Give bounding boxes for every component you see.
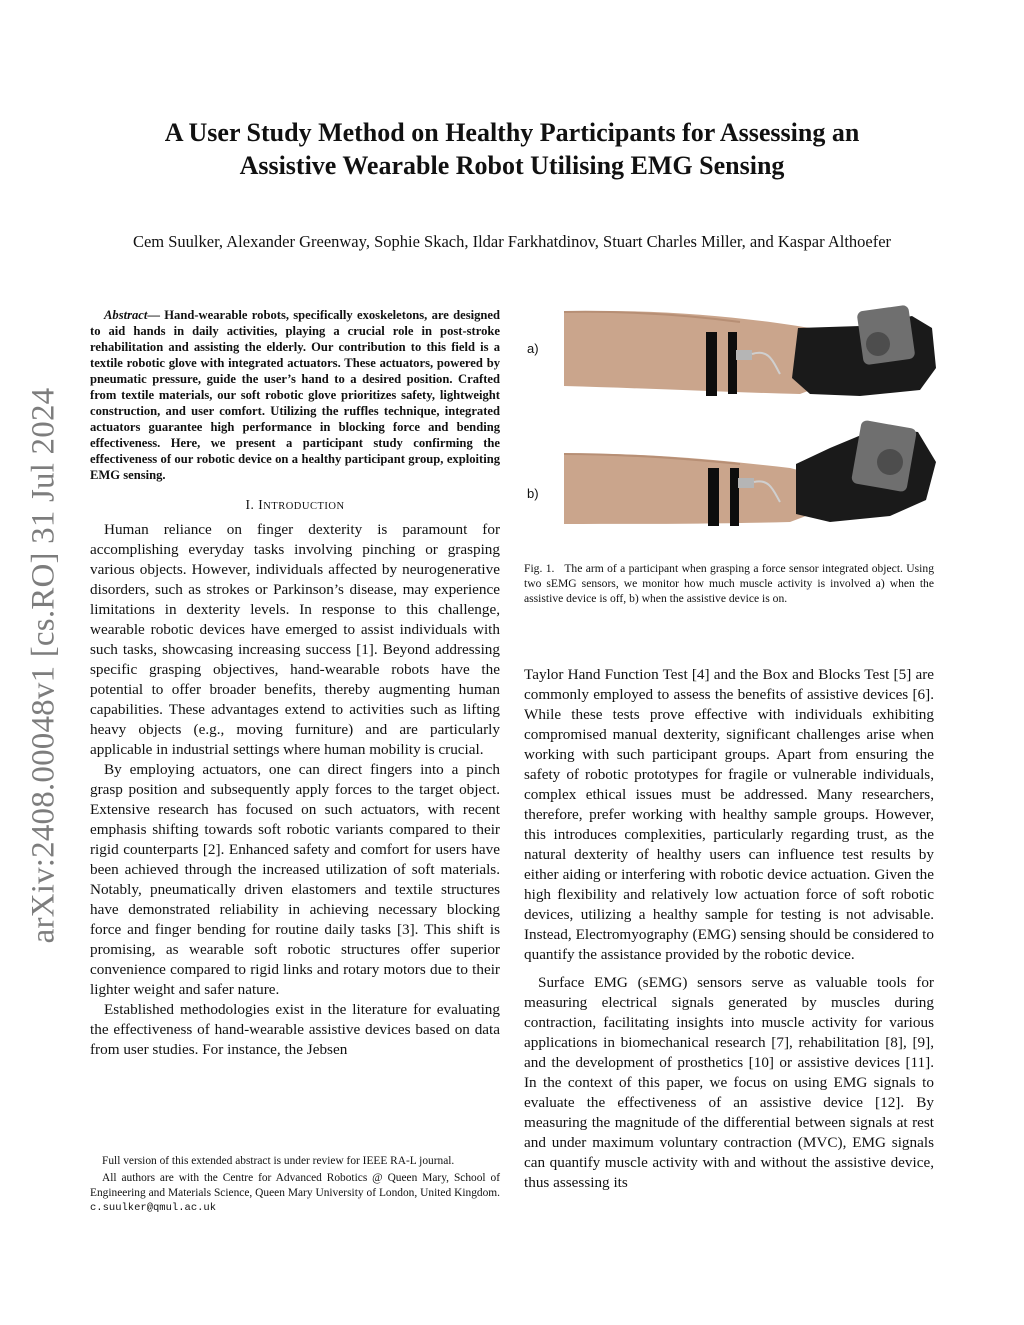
section-title-rest: NTRODUCTION: [263, 501, 345, 512]
strap-a2: [728, 332, 737, 394]
paper-title-line-1: A User Study Method on Healthy Participants for Assessing an: [164, 118, 860, 147]
paper-title-line-2: Assistive Wearable Robot Utilising EMG Sensing: [239, 151, 785, 180]
figure-photo-b: [560, 418, 940, 530]
right-column: [524, 665, 934, 1193]
arxiv-identifier-text: arXiv:2408.00048v1 [cs.RO] 31 Jul 2024: [25, 387, 62, 943]
intro-paragraph-3: Established methodologies exist in the literature for evaluating the effectiveness of hand-wearable assistive devices based on data from user studies. For instance, the Jebsen: [90, 1001, 500, 1058]
arm-b: [564, 454, 822, 524]
strap-a1: [706, 332, 717, 396]
figure-caption-label: Fig. 1.: [524, 562, 555, 575]
footnote-affiliation-text: All authors are with the Centre for Advanced Robotics @ Queen Mary, School of Engineering and Materials Science, Queen Mary University of London, United Kingdom.: [90, 1172, 500, 1199]
section-number: I.: [245, 497, 255, 512]
author-list: Cem Suulker, Alexander Greenway, Sophie Skach, Ildar Farkhatdinov, Stuart Charles Miller, and Kaspar Althoefer: [132, 232, 892, 251]
emg-sensor-b: [738, 478, 754, 488]
abstract-label: Abstract: [104, 308, 148, 322]
footnote-review: Full version of this extended abstract is under review for IEEE RA-L journal.: [102, 1155, 455, 1167]
intro-paragraph-4: Surface EMG (sEMG) sensors serve as valuable tools for measuring electrical signals generated by muscles during contraction, facilitating insights into muscle activity for various applications in biomechanical research [7], rehabilitation [8], [9], and the development of prosthetics [10] or assistive devices [11]. In the context of this paper, we focus on using EMG signals to evaluate the effectiveness of an assistive device [12]. By measuring the magnitude of the differential between signals at rest and under maximum voluntary contraction (MVC), EMG signals can quantify muscle activity with and without the assistive device, thus assessing its: [524, 974, 934, 1191]
footnotes: [90, 1154, 500, 1219]
figure-label-b: b): [527, 486, 539, 501]
strap-b2: [730, 468, 739, 526]
intro-paragraph-2: By employing actuators, one can direct fingers into a pinch grasp position and subsequently apply forces to the target object. Extensive research has focused on such actuators, with recent emphasis shifting towards soft robotic variants compared to their rigid counterparts [2]. Enhanced safety and comfort for users have been achieved through the increased utilization of soft materials. Notably, pneumatically driven elastomers and textile structures have demonstrated reliability in achieving necessary blocking force and finger bending for routine daily tasks [3]. This shift is promising, as wearable soft robotic structures offer superior convenience compared to rigid links and rotary motors due to their lighter weight and safer nature.: [90, 761, 500, 998]
intro-paragraph-3-continued: Taylor Hand Function Test [4] and the Box and Blocks Test [5] are commonly employed to assess the benefits of assistive devices [6]. While these tests prove effective with individuals exhibiting compromised manual dexterity, significant challenges arise when working with such participant groups. Apart from ensuring the safety of robotic prototypes for fragile or vulnerable individuals, complex ethical issues must be addressed. Many researchers, therefore, prefer working with healthy sample groups. However, this introduces complexities, particularly regarding trust, as the natural dexterity of healthy users can influence test results by either aiding or interfering with robotic device actuation. Given the high flexibility and relatively low actuation force of soft robotic devices, utilizing a healthy sample for testing is not advisable. Instead, Electromyography (EMG) sensing should be considered to quantify the assistance provided by the robotic device.: [524, 666, 934, 963]
footnote-affiliation: [90, 1171, 500, 1215]
left-column: [90, 307, 500, 1060]
abstract: [90, 307, 500, 483]
paper-title: [90, 116, 934, 182]
section-title-initial: I: [258, 497, 264, 512]
strap-b1: [708, 468, 719, 526]
arxiv-identifier: [22, 370, 66, 960]
abstract-text: Hand-wearable robots, specifically exoskeletons, are designed to aid hands in daily activities, playing a crucial role in post-stroke rehabilitation and assisting the elderly. Our contribution to this field is a textile robotic glove with integrated actuators. These actuators, powered by pneumatic pressure, guide the user’s hand to a desired position. Crafted from textile materials, our soft robotic glove prioritizes safety, lightweight construction, and user comfort. Utilizing the ruffles technique, integrated actuators guarantee high performance in blocking force and bending effectiveness. Here, we present a participant study confirming the effectiveness of our robotic device on a healthy participant group, exploiting EMG sensing.: [90, 308, 500, 482]
intro-paragraph-1: Human reliance on finger dexterity is paramount for accomplishing everyday tasks involving pinching or grasping various objects. However, individuals affected by neurogenerative disorders, such as strokes or Parkinson’s disease, may experience limitations in dexterity levels. In response to this challenge, wearable robotic devices have emerged to assist individuals with such tasks, showcasing increasing success [1]. Beyond addressing specific grasping objectives, hand-wearable robots have the potential to offer broader benefits, thereby augmenting human capabilities. These advantages extend to activities such as lifting heavy objects (e.g., moving furniture) and are particularly applicable in industrial settings where human mobility is crucial.: [90, 521, 500, 758]
author-email: c.suulker@qmul.ac.uk: [90, 1202, 217, 1215]
figure-caption: [524, 561, 934, 606]
device-a: [856, 305, 915, 366]
section-heading-introduction: [90, 497, 500, 513]
figure-caption-text: The arm of a participant when grasping a force sensor integrated object. Using two sEMG sensors, we monitor how much muscle activity is involved a) when the assistive device is off, b) when the assistive device is on.: [524, 562, 934, 605]
abstract-dash: —: [147, 308, 160, 322]
emg-sensor-a: [736, 350, 752, 360]
figure-label-a: a): [527, 341, 539, 356]
figure-photo-a: [560, 298, 940, 398]
